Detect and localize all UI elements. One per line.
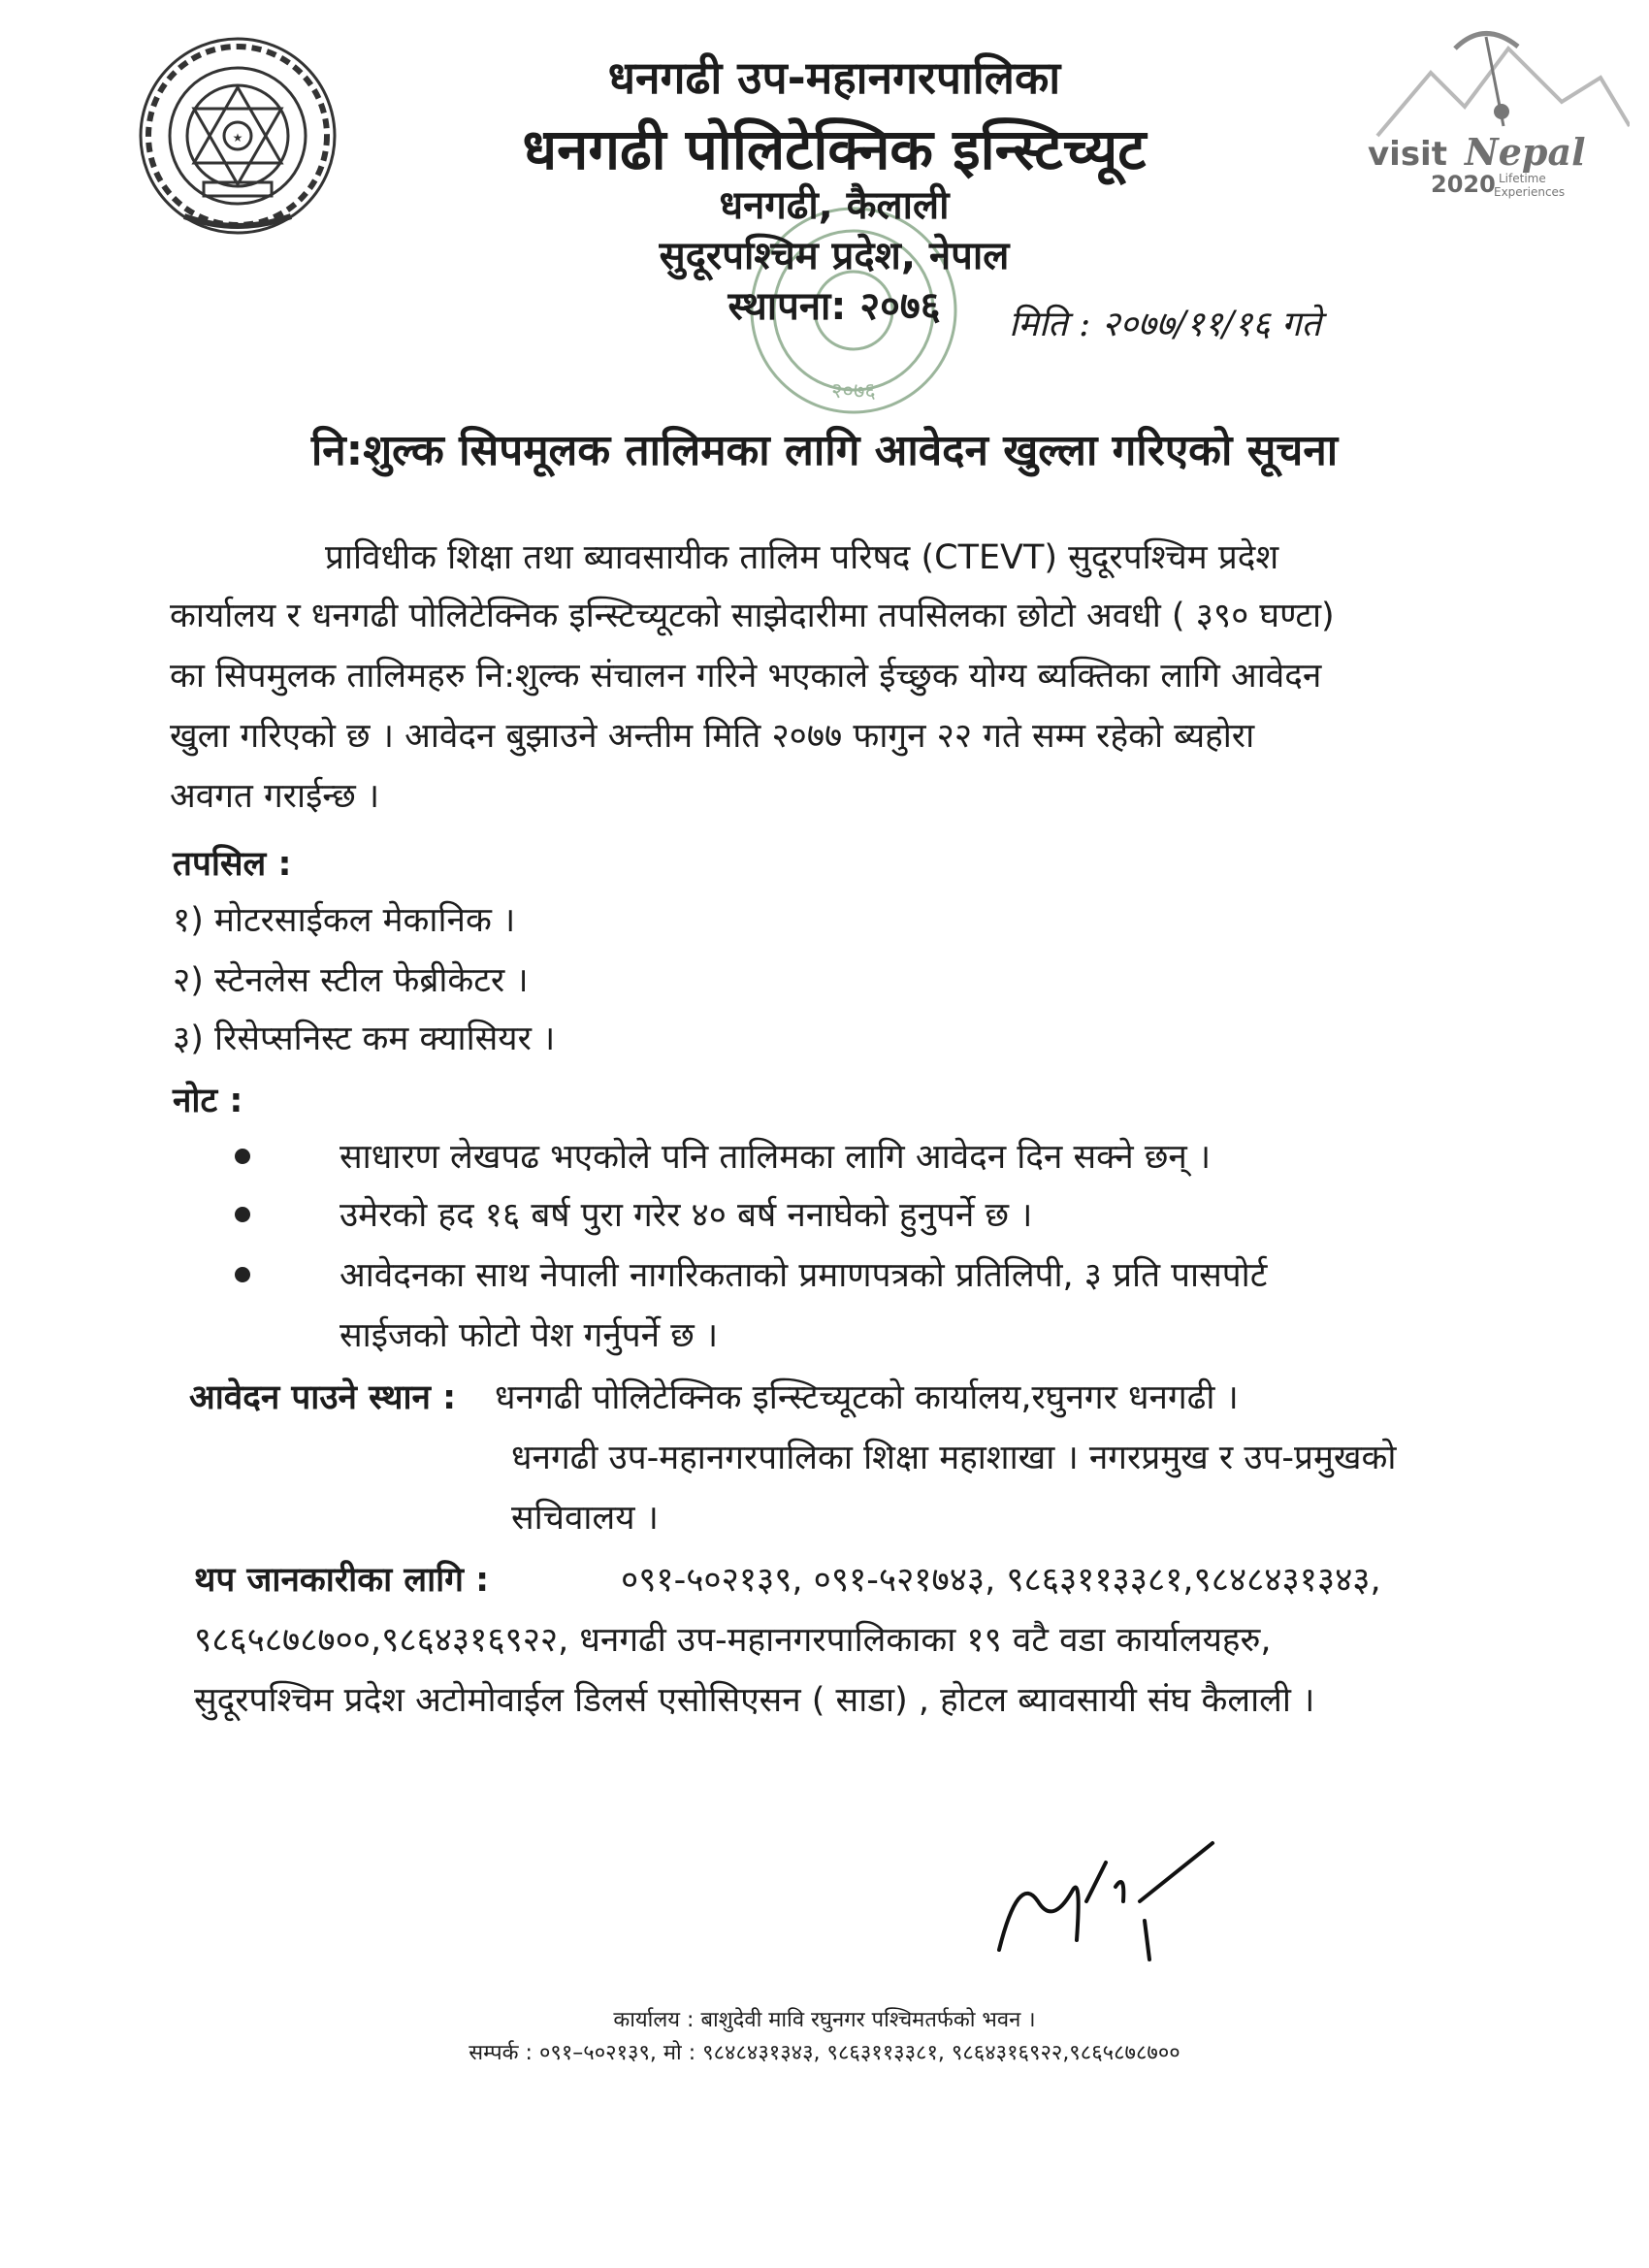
institute-name: धनगढी पोलिटेक्निक इन्स्टिच्यूट (522, 116, 1147, 182)
institute-emblem-icon (126, 27, 349, 250)
institute-province: सुदूरपश्चिम प्रदेश, नेपाल (659, 234, 1010, 278)
body-line: खुला गरिएको छ । आवेदन बुझाउने अन्तीम मिति २०७७ फागुन २२ गते सम्म रहेको ब्यहोरा (170, 717, 1255, 756)
notice-date: मिति : २०७७/११/१६ गते (1009, 305, 1321, 344)
svg-text:Lifetime: Lifetime (1499, 172, 1546, 185)
application-place-line: धनगढी उप-महानगरपालिका शिक्षा महाशाखा । नगरप्रमुख र उप-प्रमुखको (511, 1439, 1397, 1477)
more-info-line: ०९१-५०२१३९, ०९१-५२१७४३, ९८६३११३३८१,९८४८४३१३४३, (621, 1561, 1381, 1600)
application-place-line: धनगढी पोलिटेक्निक इन्स्टिच्यूटको कार्यालय,रघुनगर धनगढी । (495, 1378, 1239, 1417)
details-item: १) मोटरसाईकल मेकानिक । (173, 901, 516, 940)
notice-title: नि:शुल्क सिपमूलक तालिमका लागि आवेदन खुल्ला गरिएको सूचना (310, 426, 1339, 475)
body-line: कार्यालय र धनगढी पोलिटेक्निक इन्स्टिच्यूटको साझेदारीमा तपसिलका छोटो अवधी ( ३९० घण्टा) (170, 597, 1335, 635)
established-year: स्थापना: २०७६ (728, 284, 941, 329)
note-item: उमेरको हद १६ बर्ष पुरा गरेर ४० बर्ष ननाघेको हुनुपर्ने छ । (340, 1196, 1033, 1235)
svg-text:Experiences: Experiences (1494, 185, 1566, 199)
footer-contact: सम्पर्क : ०९१–५०२१३९, मो : ९८४८४३१३४३, ९८६३११३३८१, ९८६४३१६९२२,९८६५८७८७०० (469, 2041, 1180, 2065)
more-info-line: ९८६५८७८७००,९८६४३१६९२२, धनगढी उप-महानगरपालिकाका १९ वटै वडा कार्यालयहरु, (194, 1621, 1272, 1660)
more-info-line: सुदूरपश्चिम प्रदेश अटोमोवाईल डिलर्स एसोसिएसन ( साडा) , होटल ब्यावसायी संघ कैलाली । (194, 1681, 1315, 1720)
svg-text:2020: 2020 (1431, 171, 1496, 198)
svg-text:Nepal: Nepal (1465, 130, 1586, 174)
bullet-icon (235, 1149, 250, 1164)
bullet-icon (235, 1207, 250, 1222)
body-line: प्राविधीक शिक्षा तथा ब्यावसायीक तालिम परिषद (CTEVT) सुदूरपश्चिम प्रदेश (325, 538, 1279, 577)
notes-heading: नोट : (173, 1082, 243, 1120)
footer-office-address: कार्यालय : बाशुदेवी मावि रघुनगर पश्चिमतर्फको भवन । (613, 2008, 1036, 2032)
note-item: साधारण लेखपढ भएकोले पनि तालिमका लागि आवेदन दिन सक्ने छन् । (340, 1138, 1212, 1177)
handwritten-signature-icon (980, 1833, 1232, 1969)
note-item: आवेदनका साथ नेपाली नागरिकताको प्रमाणपत्रको प्रतिलिपी, ३ प्रति पासपोर्ट (340, 1256, 1268, 1295)
note-item-continued: साईजको फोटो पेश गर्नुपर्ने छ । (340, 1316, 719, 1355)
bullet-icon (235, 1267, 250, 1282)
body-line: अवगत गराईन्छ । (170, 777, 380, 816)
svg-text:२०७६: २०७६ (831, 379, 876, 404)
application-place-label: आवेदन पाउने स्थान : (189, 1378, 457, 1417)
institute-city: धनगढी, कैलाली (719, 183, 950, 228)
details-heading: तपसिल : (173, 845, 292, 884)
details-item: २) स्टेनलेस स्टील फेब्रीकेटर । (173, 961, 529, 1000)
application-place-line: सचिवालय । (511, 1499, 659, 1538)
body-line: का सिपमुलक तालिमहरु नि:शुल्क संचालन गरिने भएकाले ईच्छुक योग्य ब्यक्तिका लागि आवेदन (170, 657, 1322, 696)
details-item: ३) रिसेप्सनिस्ट कम क्यासियर । (173, 1020, 556, 1058)
municipality-name: धनगढी उप-महानगरपालिका (607, 51, 1061, 104)
visit-nepal-logo-icon (1339, 19, 1630, 204)
more-info-label: थप जानकारीका लागि : (194, 1561, 490, 1600)
svg-text:visit: visit (1368, 135, 1447, 174)
svg-text:★: ★ (232, 131, 243, 145)
